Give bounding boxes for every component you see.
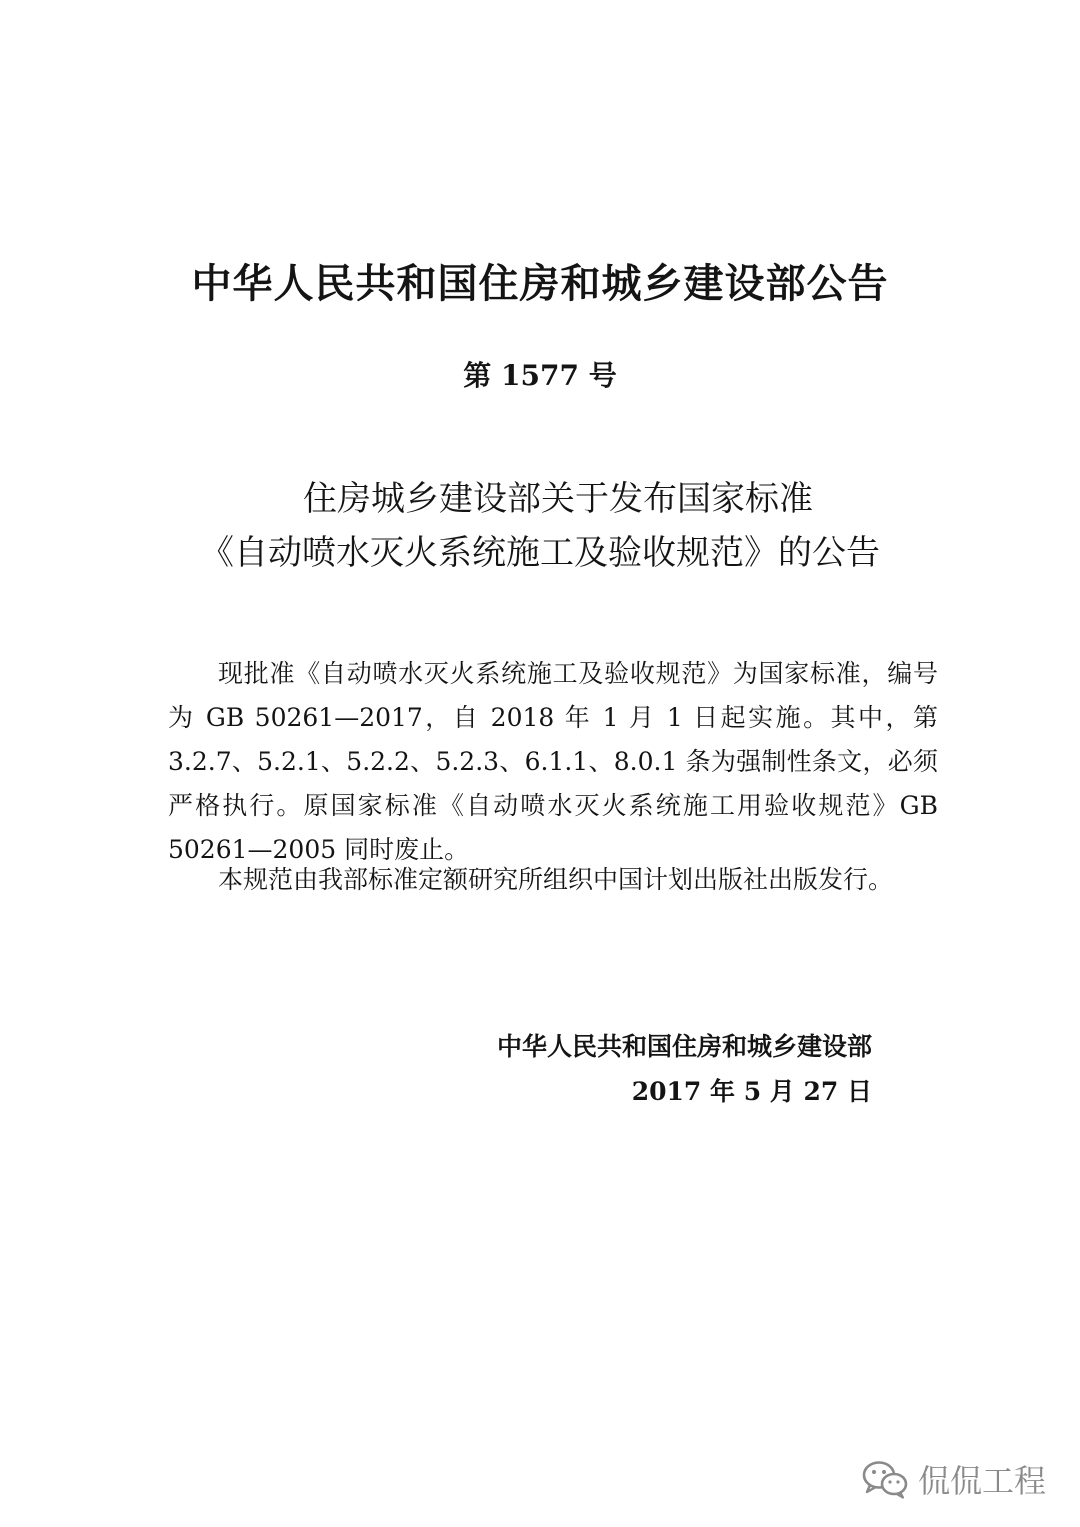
body-paragraph-1: 现批准《自动喷水灭火系统施工及验收规范》为国家标准，编号为 GB 50261—2017，自 2018 年 1 月 1 日起实施。其中，第 3.2.7、5.2.1、5.2.2、5.2.3、6.1.1、8.0.1 条为强制性条文，必须严格执行。原国家标准《自动喷水灭火系统施工用验收规范》GB 50261—2005 同时废止。 [168, 659, 938, 864]
issuing-authority: 中华人民共和国住房和城乡建设部 [496, 1032, 872, 1061]
subtitle-line-1: 住房城乡建设部关于发布国家标准 [303, 479, 813, 519]
body-paragraph-2: 本规范由我部标准定额研究所组织中国计划出版社出版发行。 [218, 865, 894, 894]
issue-date: 2017 年 5 月 27 日 [631, 1077, 872, 1106]
body-paragraph-1-container [168, 652, 938, 872]
body-paragraph-2-container [168, 858, 938, 902]
announcement-title: 中华人民共和国住房和城乡建设部公告 [191, 261, 889, 307]
subtitle-line-2: 《自动喷水灭火系统施工及验收规范》的公告 [200, 533, 880, 573]
watermark [862, 1456, 1046, 1502]
watermark-text: 侃侃工程 [917, 1462, 1046, 1500]
wechat-icon [862, 1459, 908, 1499]
announcement-number: 第 1577 号 [463, 359, 617, 392]
